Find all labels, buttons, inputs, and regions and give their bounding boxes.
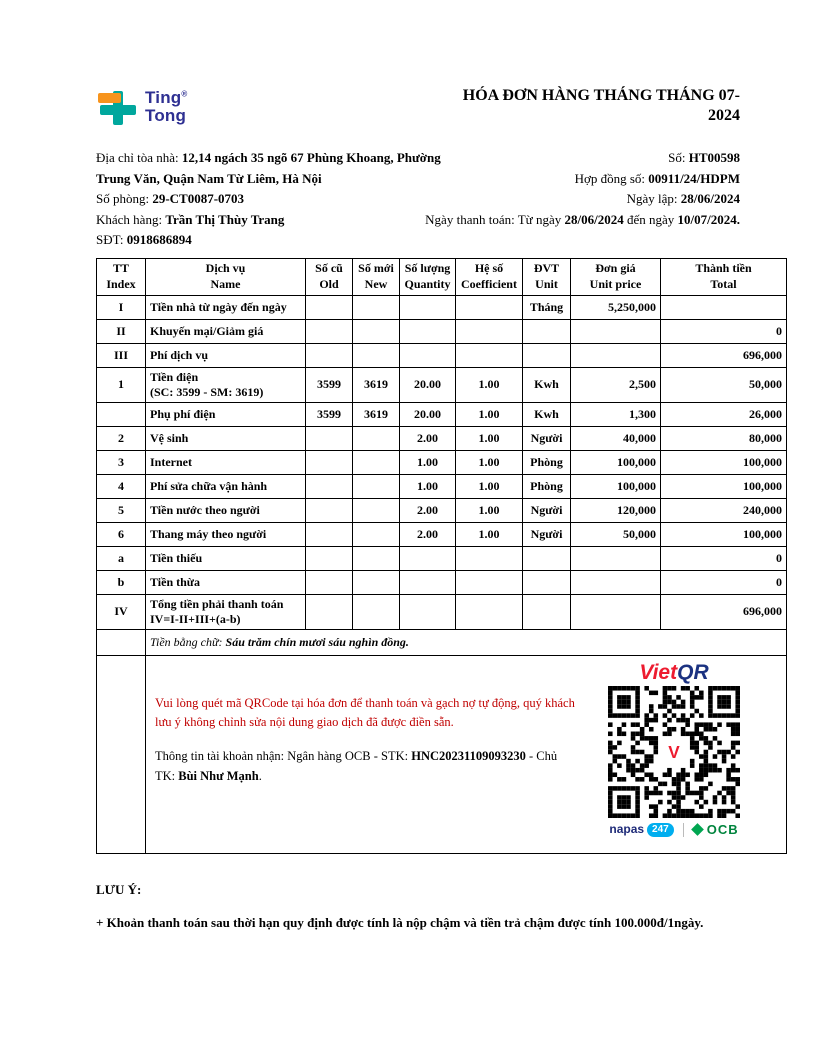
cell-new: 3619 [353,367,400,402]
cell-index [97,402,146,426]
cell-quantity: 2.00 [400,522,456,546]
cell-coefficient: 1.00 [456,367,523,402]
table-row [97,450,787,474]
tingtong-logo [96,86,187,128]
invoice-table-extra [97,629,787,853]
cell-quantity: 1.00 [400,450,456,474]
ocb-icon [691,823,704,836]
cell-total: 100,000 [661,474,787,498]
cell-quantity: 20.00 [400,402,456,426]
cell-quantity: 20.00 [400,367,456,402]
cell-name: Khuyến mại/Giảm giá [146,319,306,343]
cell-new [353,343,400,367]
cell-new [353,450,400,474]
table-row [97,402,787,426]
cell-unit: Người [523,426,571,450]
invoice-header [96,86,786,128]
cell-old: 3599 [306,367,353,402]
cell-unit-price: 100,000 [571,450,661,474]
note-line: + Khoản thanh toán sau thời hạn quy định được tính là nộp chậm và tiền trả chậm được tính 100.000đ/1ngày. [96,914,704,930]
room-number: Số phòng: 29-CT0087-0703 [96,191,245,206]
cell-old [306,522,353,546]
cell-index: 2 [97,426,146,450]
cell-quantity [400,546,456,570]
table-row [97,426,787,450]
cell-old [306,426,353,450]
contract-number: Hợp đồng số: 00911/24/HDPM [574,170,740,186]
footer-note [96,882,786,931]
cell-total: 0 [661,570,787,594]
table-row [97,594,787,629]
invoice-content [96,0,786,931]
cell-new [353,594,400,629]
amount-in-words-row [97,629,787,655]
cell-quantity: 2.00 [400,426,456,450]
tingtong-logo-text [145,89,187,126]
cell-name: Tiền nhà từ ngày đến ngày [146,295,306,319]
svg-text:V: V [668,741,680,762]
cell-unit [523,570,571,594]
table-row [97,474,787,498]
account-info: Thông tin tài khoản nhận: Ngân hàng OCB - STK: HNC20231109093230 - Chủ TK: Bùi Như Mạnh. [155,749,558,783]
cell-index: 3 [97,450,146,474]
cell-total: 696,000 [661,343,787,367]
cell-quantity: 2.00 [400,498,456,522]
cell-total: 100,000 [661,522,787,546]
cell-index: I [97,295,146,319]
payment-period: Ngày thanh toán: Từ ngày 28/06/2024 đến ngày 10/07/2024. [425,211,740,227]
cell-unit-price: 100,000 [571,474,661,498]
cell-name: Phụ phí điện [146,402,306,426]
qr-payment-block [602,656,746,853]
column-header: Hệ số Coefficient [456,258,523,295]
qr-section-row [97,655,787,853]
cell-unit: Người [523,498,571,522]
qr-payment-note: Vui lòng quét mã QRCode tại hóa đơn để thanh toán và gạch nợ tự động, quý khách lưu ý không chỉnh sửa nội dung giao dịch đã được điền sẵn. [155,695,575,729]
cell-old [306,498,353,522]
table-row [97,343,787,367]
cell-old [306,474,353,498]
vietqr-logo: VietQR [639,660,709,684]
cell-total: 80,000 [661,426,787,450]
column-header: ĐVT Unit [523,258,571,295]
cell-unit-price: 5,250,000 [571,295,661,319]
cell-unit-price [571,319,661,343]
cell-unit-price [571,570,661,594]
cell-coefficient: 1.00 [456,498,523,522]
cell-unit-price [571,546,661,570]
column-header: TT Index [97,258,146,295]
building-address-line1: Địa chỉ tòa nhà: 12,14 ngách 35 ngõ 67 Phùng Khoang, Phường [96,150,441,165]
page-title: HÓA ĐƠN HÀNG THÁNG THÁNG 07-2024 [462,87,740,124]
cell-coefficient: 1.00 [456,450,523,474]
cell-coefficient [456,570,523,594]
ocb-logo: OCB [693,822,739,838]
cell-coefficient [456,319,523,343]
cell-empty-index [97,655,146,853]
logos-divider [683,823,684,837]
cell-old [306,295,353,319]
cell-quantity [400,343,456,367]
cell-new [353,426,400,450]
cell-coefficient [456,295,523,319]
cell-unit-price: 40,000 [571,426,661,450]
cell-new [353,295,400,319]
cell-quantity [400,295,456,319]
cell-unit [523,594,571,629]
cell-index: II [97,319,146,343]
cell-total: 26,000 [661,402,787,426]
cell-total: 100,000 [661,450,787,474]
cell-total: 240,000 [661,498,787,522]
info-row-5 [96,230,740,251]
table-row [97,295,787,319]
cell-unit: Người [523,522,571,546]
cell-empty-index [97,629,146,655]
cell-index: 6 [97,522,146,546]
table-row [97,522,787,546]
cell-name: Thang máy theo người [146,522,306,546]
cell-unit: Kwh [523,402,571,426]
cell-unit: Phòng [523,450,571,474]
table-row [97,319,787,343]
building-address-line2: Trung Văn, Quận Nam Từ Liêm, Hà Nội [96,170,322,186]
cell-old [306,594,353,629]
cell-unit-price: 120,000 [571,498,661,522]
cell-old [306,570,353,594]
cell-index: 1 [97,367,146,402]
cell-total [661,295,787,319]
cell-name: Tiền thừa [146,570,306,594]
cell-quantity [400,319,456,343]
cell-index: III [97,343,146,367]
cell-coefficient: 1.00 [456,402,523,426]
cell-quantity [400,594,456,629]
invoice-table-head [97,258,787,295]
cell-unit [523,319,571,343]
invoice-table [96,258,787,854]
tingtong-logo-icon [96,86,138,128]
column-header: Số cũ Old [306,258,353,295]
cell-name: Internet [146,450,306,474]
issue-date: Ngày lập: 28/06/2024 [626,191,740,206]
column-header: Thành tiền Total [661,258,787,295]
invoice-table-body [97,295,787,629]
cell-name: Vệ sinh [146,426,306,450]
note-title: LƯU Ý: [96,881,142,897]
invoice-info [96,148,740,251]
cell-index: 5 [97,498,146,522]
cell-new [353,498,400,522]
cell-name: Phí sửa chữa vận hành [146,474,306,498]
cell-new [353,474,400,498]
cell-unit [523,546,571,570]
logo-tong: Tong [145,106,187,125]
cell-old [306,343,353,367]
cell-new [353,522,400,546]
table-row [97,546,787,570]
cell-old: 3599 [306,402,353,426]
cell-coefficient: 1.00 [456,474,523,498]
table-row [97,498,787,522]
qr-code [608,686,740,818]
cell-total: 0 [661,546,787,570]
invoice-number: Số: HT00598 [668,150,740,165]
cell-coefficient: 1.00 [456,426,523,450]
cell-unit-price: 50,000 [571,522,661,546]
cell-index: IV [97,594,146,629]
table-row [97,367,787,402]
qr-instructions [146,656,578,853]
cell-unit-price: 2,500 [571,367,661,402]
cell-total: 0 [661,319,787,343]
cell-coefficient [456,343,523,367]
cell-name: Phí dịch vụ [146,343,306,367]
column-header: Số mới New [353,258,400,295]
napas-247-badge: 247 [647,823,674,837]
table-row [97,570,787,594]
cell-name: Tổng tiền phải thanh toán IV=I-II+III+(a-b) [146,594,306,629]
column-header: Số lượng Quantity [400,258,456,295]
cell-new [353,570,400,594]
amount-in-words: Tiền bằng chữ: Sáu trăm chín mươi sáu nghìn đồng. [146,629,787,655]
cell-unit: Kwh [523,367,571,402]
cell-old [306,450,353,474]
cell-coefficient: 1.00 [456,522,523,546]
info-row-3 [96,189,740,210]
cell-new [353,546,400,570]
column-header: Đơn giá Unit price [571,258,661,295]
cell-old [306,319,353,343]
cell-index: 4 [97,474,146,498]
column-header: Dịch vụ Name [146,258,306,295]
cell-index: b [97,570,146,594]
cell-unit-price [571,343,661,367]
qr-section-cell [146,655,787,853]
cell-unit: Phòng [523,474,571,498]
registered-mark: ® [181,88,188,98]
cell-unit: Tháng [523,295,571,319]
cell-old [306,546,353,570]
cell-coefficient [456,594,523,629]
table-header-row [97,258,787,295]
cell-unit-price: 1,300 [571,402,661,426]
customer-name: Khách hàng: Trần Thị Thùy Trang [96,211,285,227]
cell-name: Tiền điện (SC: 3599 - SM: 3619) [146,367,306,402]
cell-index: a [97,546,146,570]
info-row-1 [96,148,740,169]
customer-phone: SĐT: 0918686894 [96,232,192,247]
cell-unit [523,343,571,367]
cell-new: 3619 [353,402,400,426]
cell-new [353,319,400,343]
logo-ting: Ting [145,87,182,107]
payment-network-logos [609,822,738,838]
cell-name: Tiền nước theo người [146,498,306,522]
cell-quantity [400,570,456,594]
napas-247-logo: napas 247 [609,822,673,837]
cell-quantity: 1.00 [400,474,456,498]
cell-unit-price [571,594,661,629]
info-row-4 [96,210,740,231]
cell-name: Tiền thiếu [146,546,306,570]
cell-total: 696,000 [661,594,787,629]
cell-coefficient [456,546,523,570]
info-row-2 [96,169,740,190]
cell-total: 50,000 [661,367,787,402]
